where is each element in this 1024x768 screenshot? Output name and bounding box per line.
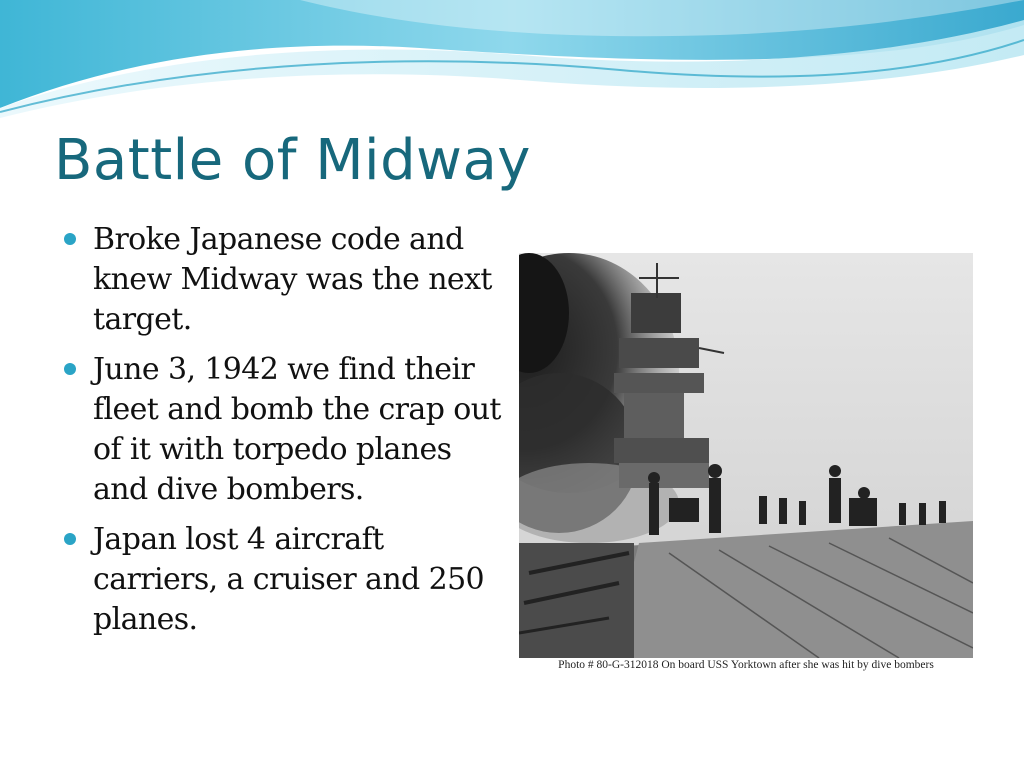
bullet-list <box>62 220 502 650</box>
bullet-dot-icon <box>64 233 76 245</box>
bullet-text: Japan lost 4 aircraft carriers, a cruiser and 250 planes. <box>93 522 485 637</box>
bullet-item <box>62 520 502 640</box>
bullet-dot-icon <box>64 533 76 545</box>
uss-yorktown-photo <box>519 253 973 658</box>
wave-header-decoration <box>0 0 1024 130</box>
slide-title: Battle of Midway <box>54 128 531 193</box>
photo-caption: Photo # 80-G-312018 On board USS Yorktown after she was hit by dive bombers <box>558 659 934 671</box>
bullet-dot-icon <box>64 363 76 375</box>
bullet-item <box>62 220 502 340</box>
bullet-text: Broke Japanese code and knew Midway was the next target. <box>93 222 492 337</box>
bullet-text: June 3, 1942 we find their fleet and bomb the crap out of it with torpedo planes and dive bombers. <box>93 352 501 507</box>
bullet-item <box>62 350 502 510</box>
